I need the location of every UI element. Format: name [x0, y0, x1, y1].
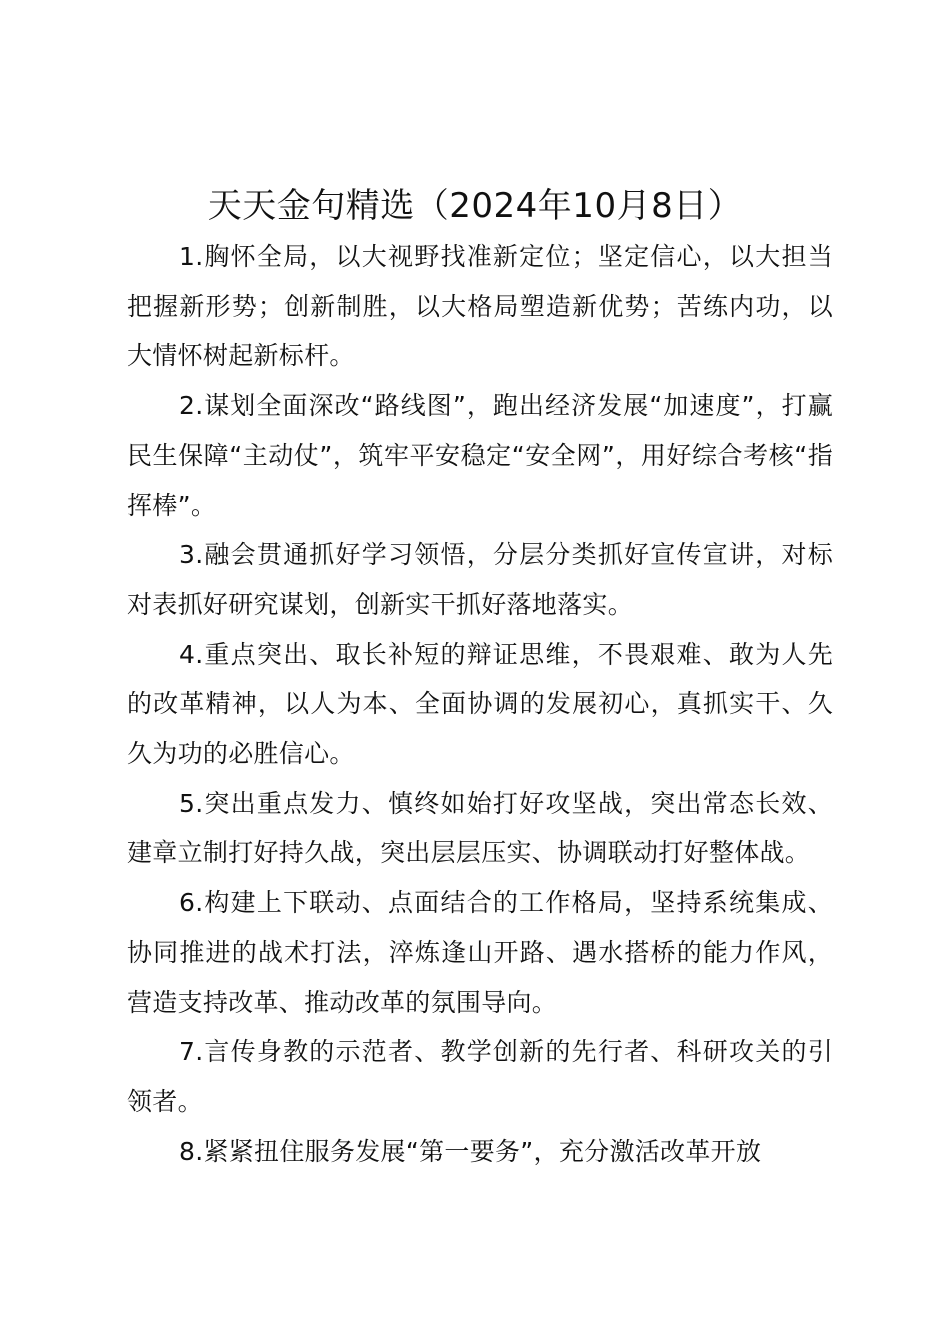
paragraph-7: 7.言传身教的示范者、教学创新的先行者、科研攻关的引领者。: [127, 1037, 833, 1116]
paragraph-5: 5.突出重点发力、慎终如始打好攻坚战，突出常态长效、建章立制打好持久战，突出层层压实、协调联动打好整体战。: [127, 788, 833, 868]
paragraph-3: 3.融会贯通抓好学习领悟，分层分类抓好宣传宣讲，对标对表抓好研究谋划，创新实干抓好落地落实。: [127, 540, 833, 619]
paragraph-1: 1.胸怀全局，以大视野找准新定位；坚定信心，以大担当把握新形势；创新制胜，以大格局塑造新优势；苦练内功，以大情怀树起新标杆。: [127, 242, 833, 371]
document-body: [127, 232, 833, 1176]
paragraph-4: 4.重点突出、取长补短的辩证思维，不畏艰难、敢为人先的改革精神，以人为本、全面协调的发展初心，真抓实干、久久为功的必胜信心。: [127, 639, 833, 769]
paragraph-6: 6.构建上下联动、点面结合的工作格局，坚持系统集成、协同推进的战术打法，淬炼逢山开路、遇水搭桥的能力作风，营造支持改革、推动改革的氛围导向。: [127, 888, 833, 1017]
paragraph-8: 8.紧紧扭住服务发展“第一要务”，充分激活改革开放: [179, 1136, 762, 1166]
document-title: 天天金句精选（2024年10月8日）: [207, 186, 743, 226]
paragraph-2: 2.谋划全面深改“路线图”，跑出经济发展“加速度”，打赢民生保障“主动仗”，筑牢平安稳定“安全网”，用好综合考核“指挥棒”。: [127, 391, 833, 520]
